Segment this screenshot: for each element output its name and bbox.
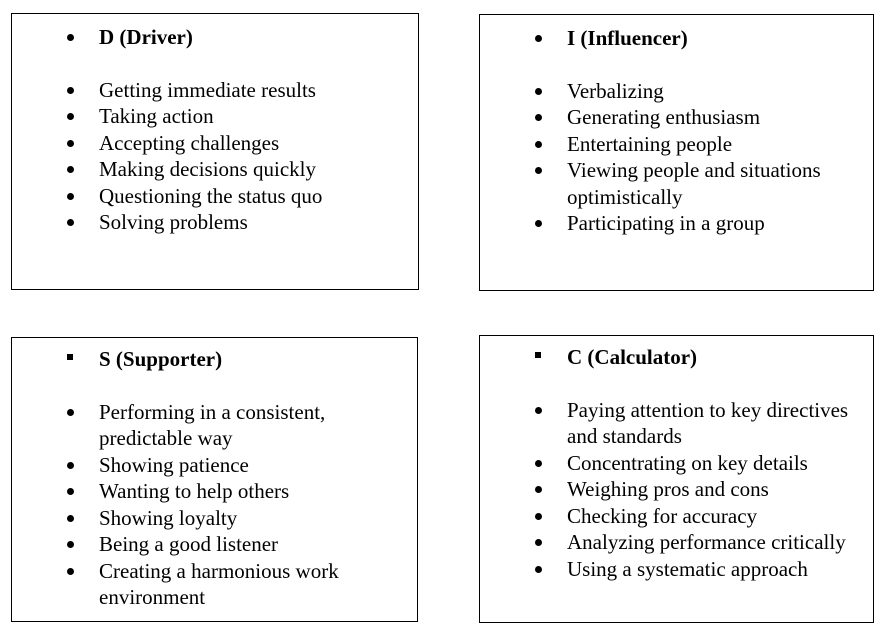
bullet-dot-icon [532, 210, 544, 237]
list-item [12, 103, 418, 130]
bullet-dot-icon [532, 157, 544, 184]
list-item-text: Making decisions quickly [99, 157, 316, 181]
bullet-dot-icon [532, 104, 544, 131]
list-item-text: Showing patience [99, 452, 249, 477]
list-item-text: Performing in a consistent, predictable way [99, 399, 326, 450]
bullet-dot-icon [532, 131, 544, 158]
bullet-dot-icon [532, 476, 544, 503]
quadrant-title-text: D (Driver) [99, 25, 193, 49]
list-item [12, 558, 417, 611]
list-item-text: Paying attention to key directives and standards [567, 397, 849, 448]
bullet-dot-icon [532, 397, 544, 424]
bullet-dot-icon [64, 531, 76, 558]
quadrant-title [480, 25, 873, 52]
list-item [480, 503, 873, 530]
list-item [480, 529, 873, 556]
list-item-text: Analyzing performance critically [567, 530, 846, 554]
list-item-text: Entertaining people [567, 131, 733, 156]
list-item-text: Generating enthusiasm [567, 105, 761, 129]
trait-list [480, 78, 873, 237]
bullet-dot-icon [64, 24, 76, 51]
list-item-text: Being a good listener [99, 532, 279, 556]
list-item [12, 156, 418, 183]
bullet-dot-icon [532, 529, 544, 556]
list-item [12, 130, 418, 157]
bullet-dot-icon [64, 103, 76, 130]
list-item [12, 77, 418, 104]
bullet-dot-icon [532, 503, 544, 530]
quadrant-title-text: I (Influencer) [567, 26, 688, 50]
list-item-text: Viewing people and situations optimistically [567, 158, 821, 209]
quadrant-title [12, 24, 418, 51]
bullet-dot-icon [64, 505, 76, 532]
list-item [12, 505, 417, 532]
list-item [12, 209, 418, 236]
bullet-dot-icon [64, 478, 76, 505]
list-item [12, 478, 417, 505]
bullet-square-icon [532, 342, 544, 369]
list-item-text: Concentrating on key details [567, 450, 808, 475]
list-item [12, 531, 417, 558]
trait-list [12, 77, 418, 236]
list-item-text: Using a systematic approach [567, 556, 808, 581]
bullet-dot-icon [64, 156, 76, 183]
list-item [480, 157, 873, 210]
bullet-dot-icon [64, 558, 76, 585]
bullet-dot-icon [64, 130, 76, 157]
list-item-text: Wanting to help others [99, 479, 290, 503]
bullet-dot-icon [64, 183, 76, 210]
trait-list [480, 397, 873, 583]
list-item-text: Showing loyalty [99, 505, 238, 530]
list-item-text: Questioning the status quo [99, 183, 323, 208]
bullet-dot-icon [532, 450, 544, 477]
quadrant-title [12, 346, 417, 373]
list-item [480, 131, 873, 158]
bullet-dot-icon [532, 78, 544, 105]
list-item [12, 399, 417, 452]
list-item-text: Participating in a group [567, 211, 765, 235]
list-item [12, 452, 417, 479]
quadrant-calculator [479, 335, 874, 623]
quadrant-title-text: S (Supporter) [99, 347, 223, 371]
quadrant-title [480, 344, 873, 371]
list-item-text: Creating a harmonious work environment [99, 558, 339, 609]
list-item-text: Weighing pros and cons [567, 477, 769, 501]
trait-list [12, 399, 417, 611]
bullet-dot-icon [64, 452, 76, 479]
list-item [12, 183, 418, 210]
list-item-text: Taking action [99, 104, 214, 128]
list-item [480, 476, 873, 503]
quadrant-driver [11, 13, 419, 290]
bullet-dot-icon [64, 209, 76, 236]
list-item [480, 104, 873, 131]
list-item-text: Checking for accuracy [567, 503, 758, 528]
quadrant-supporter [11, 337, 418, 622]
list-item [480, 556, 873, 583]
bullet-dot-icon [64, 399, 76, 426]
bullet-dot-icon [532, 556, 544, 583]
quadrant-title-text: C (Calculator) [567, 345, 698, 369]
list-item-text: Getting immediate results [99, 77, 316, 102]
list-item [480, 397, 873, 450]
list-item-text: Accepting challenges [99, 130, 280, 155]
list-item [480, 450, 873, 477]
list-item-text: Verbalizing [567, 78, 664, 103]
quadrant-influencer [479, 14, 874, 291]
list-item-text: Solving problems [99, 210, 248, 234]
list-item [480, 210, 873, 237]
list-item [480, 78, 873, 105]
bullet-square-icon [64, 344, 76, 371]
bullet-dot-icon [532, 25, 544, 52]
bullet-dot-icon [64, 77, 76, 104]
